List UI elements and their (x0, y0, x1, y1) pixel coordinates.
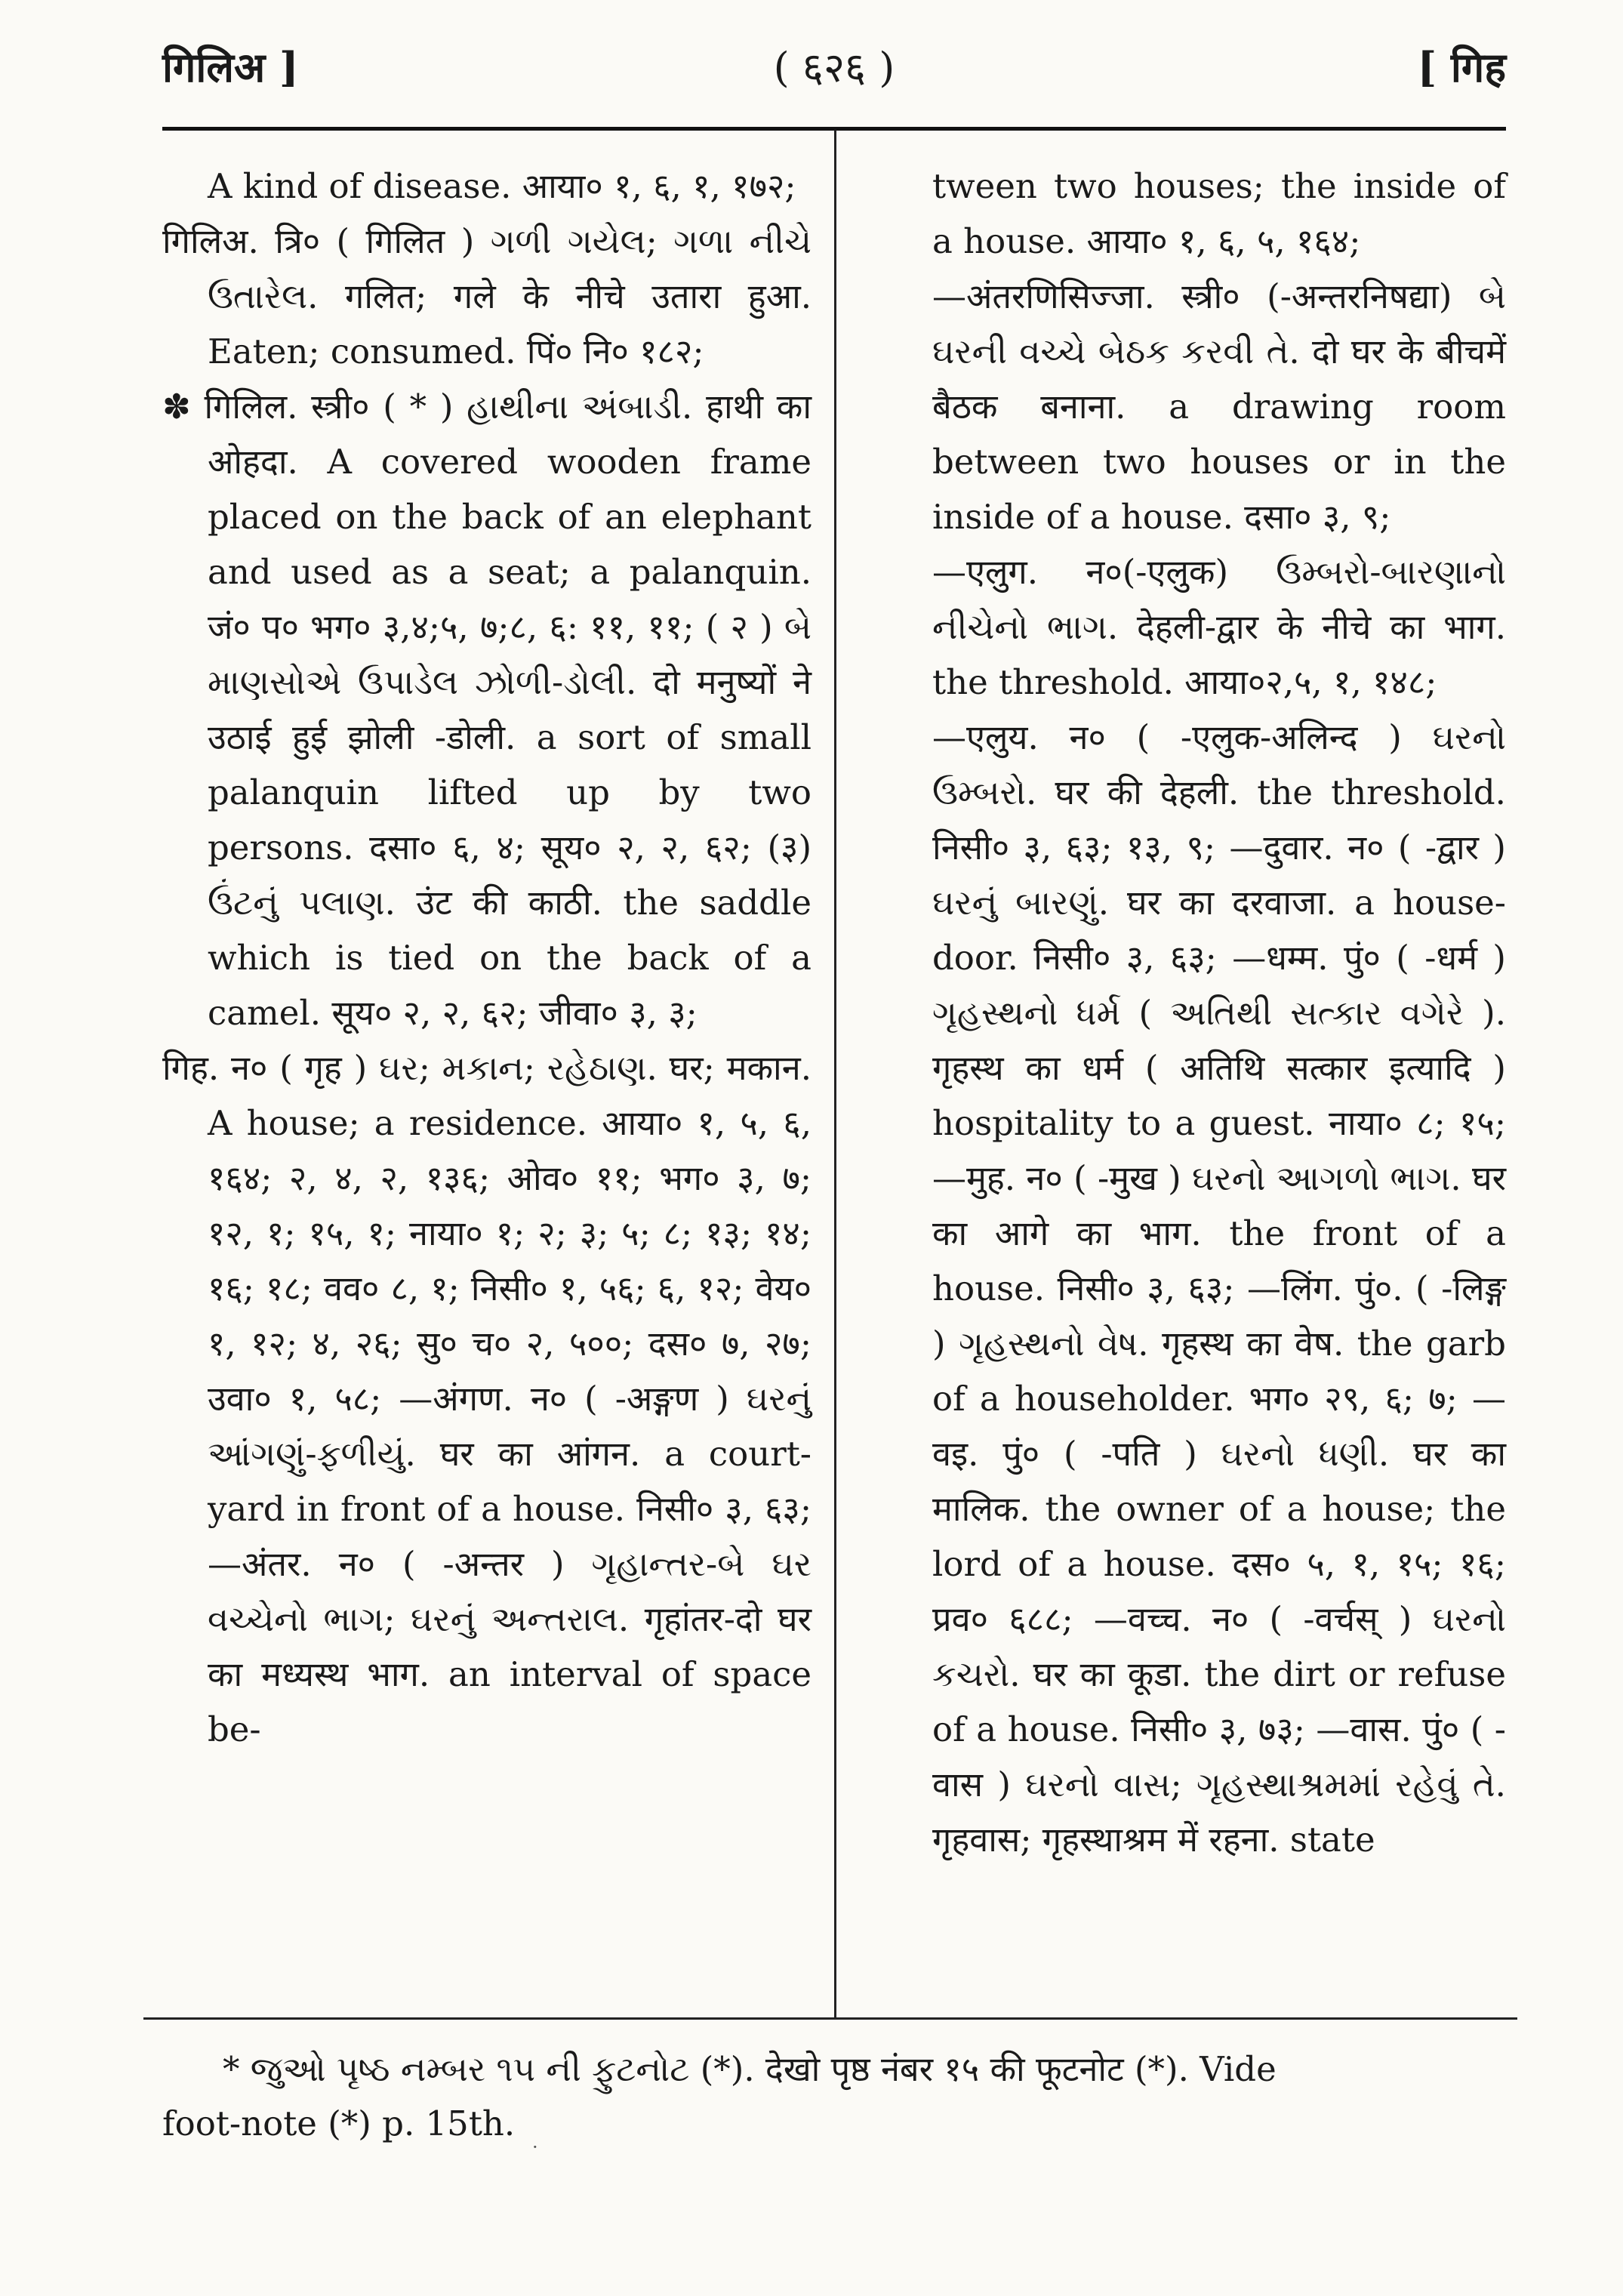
footnote-rule (143, 2017, 1517, 2020)
page-number: ( ६२६ ) (773, 44, 895, 91)
entry-continuation: A kind of disease. आया० १, ६, १, १७२; (208, 166, 796, 206)
column-divider (834, 130, 836, 2017)
page-header (162, 30, 1506, 91)
entry-continuation-right: tween two houses; the inside of a house. आया० १, ६, ५, १६४; (932, 166, 1506, 261)
header-left-guide-word: गिलिअ ] (162, 43, 299, 91)
subentry-antaranisijja: —अंतरणिसिज्जा. स्त्री० (-अन्तरनिषद्या) બે ઘરની વચ્ચે બેઠક કરવી તે. दो घर के बीचमें बैठक बनाना. a drawing room between two houses or in the inside of a house. दसा० ३, ९; (932, 276, 1506, 537)
footnote-line-2: foot-note (*) p. 15th. (162, 2103, 516, 2143)
footnote (162, 2042, 1506, 2151)
entry-giha: गिह. न० ( गृह ) ઘર; મકાન; રહેઠાણ. घर; मकान. A house; a residence. आया० १, ५, ६, १६४; २, ४, २, १३६; ओव० ११; भग० ३, ७; १२, १; १५, १; नाया० १; २; ३; ५; ८; १३; १४; १६; १८; वव० ८, १; निसी० १, ५६; ६, १२; वेय० १, १२; ४, २६; सु० च० २, ५००; दस० ७, २७; उवा० १, ५८; —अंगण. न० ( -अङ्गण ) ઘરનું આંગણું-ફળીયું. घर का आंगन. a court-yard in front of a house. निसी० ३, ६३; —अंतर. न० ( -अन्तर ) ગૃહાન્તર-બે ઘર વચ્ચેનો ભાગ; ઘરનું અન્તરાલ. गृहांतर-दो घर का मध्यस्थ भाग. an interval of space be- (162, 1048, 812, 1749)
left-column (162, 159, 812, 1757)
entry-gilila: ✽ गिलिल. स्त्री० ( * ) હાથીના અંબાડી. हाथी का ओहदा. A covered wooden frame placed on the back of an elephant and used as a seat; a palanquin. जं० प० भग० ३,४;५, ७;८, ६: ११, ११; ( २ ) બે માણસોએ ઉપાડેલ ઝોળી-ડોલી. दो मनुष्यों ने उठाई हुई झोली -डोली. a sort of small palanquin lifted up by two persons. दसा० ६, ४; सूय० २, २, ६२; (३) ઉંટનું પલાણ. उंट की काठी. the saddle which is tied on the back of a camel. सूय० २, २, ६२; जीवा० ३, ३; (162, 387, 812, 1033)
print-mark: · (532, 2137, 538, 2158)
entry-gilia: गिलिअ. त्रि० ( गिलित ) ગળી ગયેલ; ગળા નીચે ઉતારેલ. गलित; गले के नीचे उतारा हुआ. Eaten; consumed. पिं० नि० १८२; (162, 221, 812, 371)
right-column (887, 159, 1506, 1867)
header-right-guide-word: [ गिह (1417, 43, 1506, 91)
footnote-line-1: * જુઓ પૃષ્ઠ નમ્બર ૧૫ ની ફુટનોટ (*). देखो पृष्ठ नंबर १५ की फूटनोट (*). Vide (223, 2049, 1277, 2089)
subentry-eluga: —एलुग. न०(-एलुक) ઉમ્બરો-બારણાનો નીચેનો ભાગ. देहली-द्वार के नीचे का भाग. the threshold. आया०२,५, १, १४८; (932, 552, 1506, 702)
subentry-eluya-and-more: —एलुय. न० ( -एलुक-अलिन्द ) ઘરનો ઉમ્બરો. घर की देहली. the threshold. निसी० ३, ६३; १३, ९; —दुवार. न० ( -द्वार ) ઘરનું બારણું. घर का दरवाजा. a house-door. निसी० ३, ६३; —धम्म. पुं० ( -धर्म ) ગૃહસ્થનો ધર્મ ( અતિથી સત્કાર વગેરે ). गृहस्थ का धर्म ( अतिथि सत्कार इत्यादि ) hospitality to a guest. नाया० ८; १५; —मुह. न० ( -मुख ) ઘરનો આગળો ભાગ. घर का आगे का भाग. the front of a house. निसी० ३, ६३; —लिंग. पुं०. ( -लिङ्ग ) ગૃહસ્થનો વેષ. गृहस्थ का वेष. the garb of a householder. भग० २९, ६; ७; —वइ. पुं० ( -पति ) ઘરનો ધણી. घर का मालिक. the owner of a house; the lord of a house. दस० ५, १, १५; १६; प्रव० ६८८; —वच्च. न० ( -वर्चस् ) ઘરનો કચરો. घर का कूडा. the dirt or refuse of a house. निसी० ३, ७३; —वास. पुं० ( -वास ) ઘરનો વાસ; ગૃહસ્થાશ્રમમાં રહેવું તે. गृहवास; गृहस्थाश्रम में रहना. state (932, 717, 1507, 1860)
